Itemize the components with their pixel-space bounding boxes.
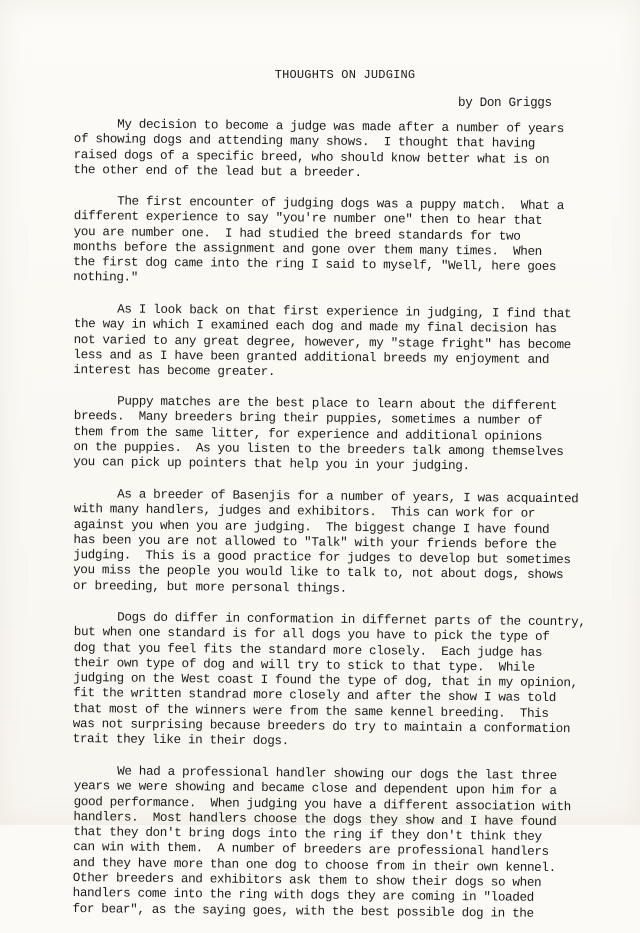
text-line: breeds. Many breeders bring their puppies, sometimes a number of — [73, 409, 543, 429]
text-line: you can pick up pointers that help you in your judging. — [73, 455, 470, 474]
text-line: not varied to any great degree, however, my "stage fright" has become — [73, 332, 571, 352]
text-line: but when one standard is for all dogs you have to pick the type of — [73, 625, 550, 645]
text-line: As a breeder of Basenjis for a number of years, I was acquainted — [73, 486, 579, 507]
paragraph — [73, 610, 586, 753]
text-line: handlers. Most handlers choose the dogs they show and I have found — [73, 809, 557, 829]
document-title: THOUGHTS ON JUDGING — [274, 68, 416, 82]
text-line: can win with them. A number of breeders are professional handlers — [73, 840, 549, 860]
text-line: you miss the people you would like to talk to, not about dogs, shows — [73, 563, 564, 583]
text-line: years we were showing and became close and dependent upon him for a — [73, 778, 557, 799]
paragraph — [72, 764, 586, 922]
text-line: fit the written standrad more closely and after the show I was told — [73, 686, 557, 706]
text-line: trait they like in their dogs. — [72, 732, 289, 749]
text-line: We had a professional handler showing our dogs the last three — [73, 763, 557, 783]
text-line: has been you are not allowed to "Talk" with your friends before the — [73, 532, 557, 552]
text-line: handlers come into the ring with dogs they are coming in "loaded — [72, 886, 534, 905]
text-line: them from the same litter, for experience and additional opinions — [73, 425, 543, 444]
text-line: judging on the West coast I found the type of dog, that in my opinion, — [73, 671, 578, 691]
text-line: different experience to say "you're number one" then to hear that — [73, 209, 543, 229]
paragraph — [73, 394, 586, 476]
text-line: the first dog came into the ring I said to myself, "Well, here goes — [73, 255, 557, 275]
text-line: dog that you feel fits the standard more closely. Each judge has — [73, 640, 543, 660]
text-line: and they have more than one dog to choose from in their own kennel. — [72, 855, 556, 875]
text-line: on the puppies. As you listen to the breeders talk among themselves — [73, 440, 564, 460]
text-line: raised dogs of a specific breed, who should know better what is on — [73, 147, 550, 167]
text-line: of showing dogs and attending many shows. I thought that having — [73, 132, 536, 152]
text-line: or breeding, but more personal things. — [72, 578, 347, 596]
text-line: was not surprising because breeders do try to maintain a conformation — [72, 717, 571, 737]
text-line: the other end of the lead but a breeder. — [73, 162, 362, 180]
text-line: that most of the winners were from the same kennel breeding. This — [72, 701, 549, 721]
paragraph — [73, 487, 586, 599]
text-line: you are number one. I had studied the breed standards for two — [73, 224, 521, 244]
text-line: their own type of dog and will try to stick to that type. While — [73, 655, 535, 675]
author-byline: by Don Griggs — [458, 96, 552, 110]
text-line: the way in which I examined each dog and made my final decision has — [73, 317, 557, 337]
text-line: against you when you are judging. The biggest change I have found — [73, 517, 550, 537]
text-line: with many handlers, judges and exhibitors. This can work for or — [73, 502, 536, 522]
text-line: good performance. When judging you have a different association with — [73, 794, 571, 814]
text-line: for bear", as the saying goes, with the best possible dog in the — [72, 901, 534, 921]
text-line: As I look back on that first experience in judging, I find that — [73, 301, 572, 322]
text-line: interest has become greater. — [73, 363, 276, 380]
document-body — [74, 117, 586, 933]
text-line: Dogs do differ in conformation in differnet parts of the country, — [73, 610, 586, 630]
text-line: less and as I have been granted additional breeds my enjoyment and — [73, 347, 550, 367]
text-line: Other breeders and exhibitors ask them to show their dogs so when — [72, 870, 542, 890]
paragraph — [73, 194, 586, 291]
text-line: months before the assignment and gone over them many times. When — [73, 240, 542, 259]
text-line: that they don't bring dogs into the ring if they don't think they — [73, 824, 542, 844]
paragraph — [73, 117, 586, 184]
text-line: judging. This is a good practice for judges to develop but sometimes — [73, 548, 571, 568]
text-line: My decision to become a judge was made after a number of years — [73, 117, 565, 137]
paragraph — [73, 302, 586, 384]
text-line: Puppy matches are the best place to learn about the different — [73, 394, 557, 414]
text-line: nothing." — [73, 270, 139, 286]
text-line: The first encounter of judging dogs was a puppy match. What a — [73, 194, 565, 214]
